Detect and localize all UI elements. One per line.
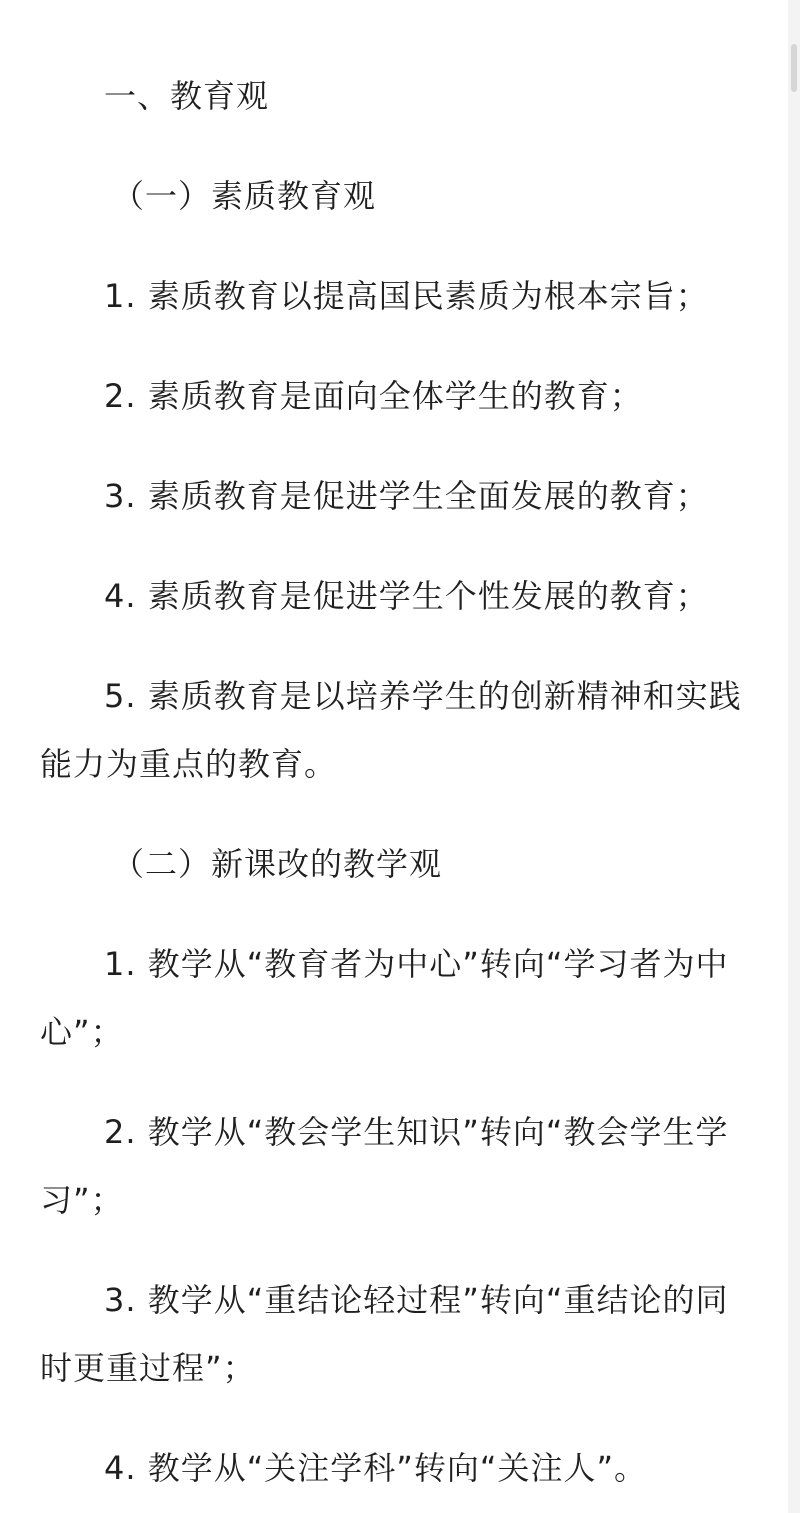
article-content bbox=[40, 62, 760, 1502]
list-item: 4. 素质教育是促进学生个性发展的教育； bbox=[104, 577, 709, 615]
list-item: 3. 教学从“重结论轻过程”转向“重结论的同时更重过程”； bbox=[40, 1281, 729, 1387]
scrollbar-thumb[interactable] bbox=[791, 44, 797, 92]
list-item: 1. 素质教育以提高国民素质为根本宗旨； bbox=[104, 277, 709, 315]
section-title: 一、教育观 bbox=[104, 77, 270, 115]
list-item: 2. 教学从“教会学生知识”转向“教会学生学习”； bbox=[40, 1113, 729, 1219]
subsection-title: （二）新课改的教学观 bbox=[112, 845, 443, 883]
list-item: 2. 素质教育是面向全体学生的教育； bbox=[104, 377, 643, 415]
scrollbar[interactable] bbox=[788, 0, 800, 1513]
list-item: 1. 教学从“教育者为中心”转向“学习者为中心”； bbox=[40, 945, 729, 1051]
list-item: 5. 素质教育是以培养学生的创新精神和实践能力为重点的教育。 bbox=[40, 677, 742, 783]
subsection-title: （一）素质教育观 bbox=[112, 177, 377, 215]
list-item: 3. 素质教育是促进学生全面发展的教育； bbox=[104, 477, 709, 515]
list-item: 4. 教学从“关注学科”转向“关注人”。 bbox=[104, 1449, 648, 1487]
